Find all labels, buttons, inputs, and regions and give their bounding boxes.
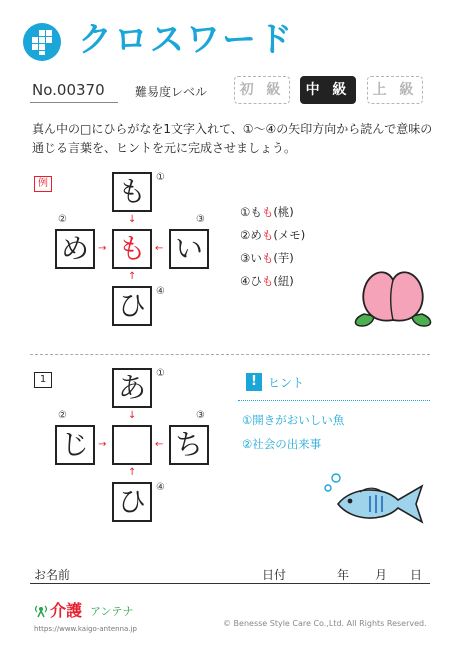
up-arrow-icon: ↑ <box>128 467 137 478</box>
brand-url: https://www.kaigo-antenna.jp <box>34 625 137 633</box>
hint-item-1: ①開きがおいしい魚 <box>242 413 345 427</box>
puzzle-1-left-cell: じ <box>55 425 95 465</box>
up-arrow-icon: ↑ <box>128 271 137 282</box>
peach-icon <box>352 262 434 330</box>
section-divider <box>30 354 430 355</box>
down-arrow-icon: ↓ <box>128 410 137 421</box>
left-arrow-icon: ← <box>155 439 164 450</box>
copyright: © Benesse Style Care Co.,Ltd. All Rights Reserved. <box>223 619 427 628</box>
example-center-cell: も <box>112 229 152 269</box>
name-label: お名前 <box>34 568 71 582</box>
brand-logo-sub: アンテナ <box>90 605 134 618</box>
hint-icon: ! <box>246 373 262 391</box>
example-top-cell: も <box>112 172 152 212</box>
puzzle-1-num-1: ① <box>156 368 165 379</box>
example-right-cell: い <box>169 229 209 269</box>
hint-title: ヒント <box>268 376 305 390</box>
difficulty-label: 難易度レベル <box>135 85 208 99</box>
fish-icon <box>318 470 430 526</box>
month-label: 月 <box>375 568 388 582</box>
example-left-cell: め <box>55 229 95 269</box>
year-label: 年 <box>337 568 350 582</box>
date-label: 日付 <box>262 568 287 582</box>
example-num-4: ④ <box>156 286 165 297</box>
right-arrow-icon: → <box>98 243 107 254</box>
puzzle-1-num-4: ④ <box>156 482 165 493</box>
puzzle-1-bottom-cell: ひ <box>112 482 152 522</box>
example-tag: 例 <box>34 176 52 192</box>
puzzle-1-right-cell: ち <box>169 425 209 465</box>
hint-underline <box>238 400 430 401</box>
left-arrow-icon: ← <box>155 243 164 254</box>
level-beginner: 初 級 <box>234 76 290 104</box>
example-answers <box>240 201 305 293</box>
level-advanced: 上 級 <box>367 76 423 104</box>
crossword-logo-icon <box>22 22 62 62</box>
name-date-line[interactable] <box>30 583 430 584</box>
puzzle-1-num-2: ② <box>58 410 67 421</box>
example-answer-4: ④ひも(紐) <box>240 274 294 288</box>
antenna-logo-icon <box>34 604 48 618</box>
page-number: No.00370 <box>32 81 105 99</box>
level-intermediate: 中 級 <box>300 76 356 104</box>
brand-logo-main: 介護 <box>50 601 83 620</box>
right-arrow-icon: → <box>98 439 107 450</box>
puzzle-1-num-3: ③ <box>196 410 205 421</box>
example-answer-2: ②めも(メモ) <box>240 228 306 242</box>
down-arrow-icon: ↓ <box>128 214 137 225</box>
example-num-1: ① <box>156 172 165 183</box>
puzzle-1-answer-cell[interactable] <box>112 425 152 465</box>
example-num-2: ② <box>58 214 67 225</box>
example-num-3: ③ <box>196 214 205 225</box>
hint-item-2: ②社会の出来事 <box>242 437 322 451</box>
page-title: クロスワード <box>78 20 294 60</box>
example-answer-1: ①もも(桃) <box>240 205 294 219</box>
example-bottom-cell: ひ <box>112 286 152 326</box>
day-label: 日 <box>410 568 423 582</box>
instructions: 真ん中の□にひらがなを1文字入れて、①～④の矢印方向から読んで意味の通じる言葉を、ヒントを元に完成させましょう。 <box>32 122 433 155</box>
puzzle-1-top-cell: あ <box>112 368 152 408</box>
page-number-underline <box>30 102 118 103</box>
example-answer-3: ③いも(芋) <box>240 251 294 265</box>
puzzle-1-tag: 1 <box>34 372 52 388</box>
